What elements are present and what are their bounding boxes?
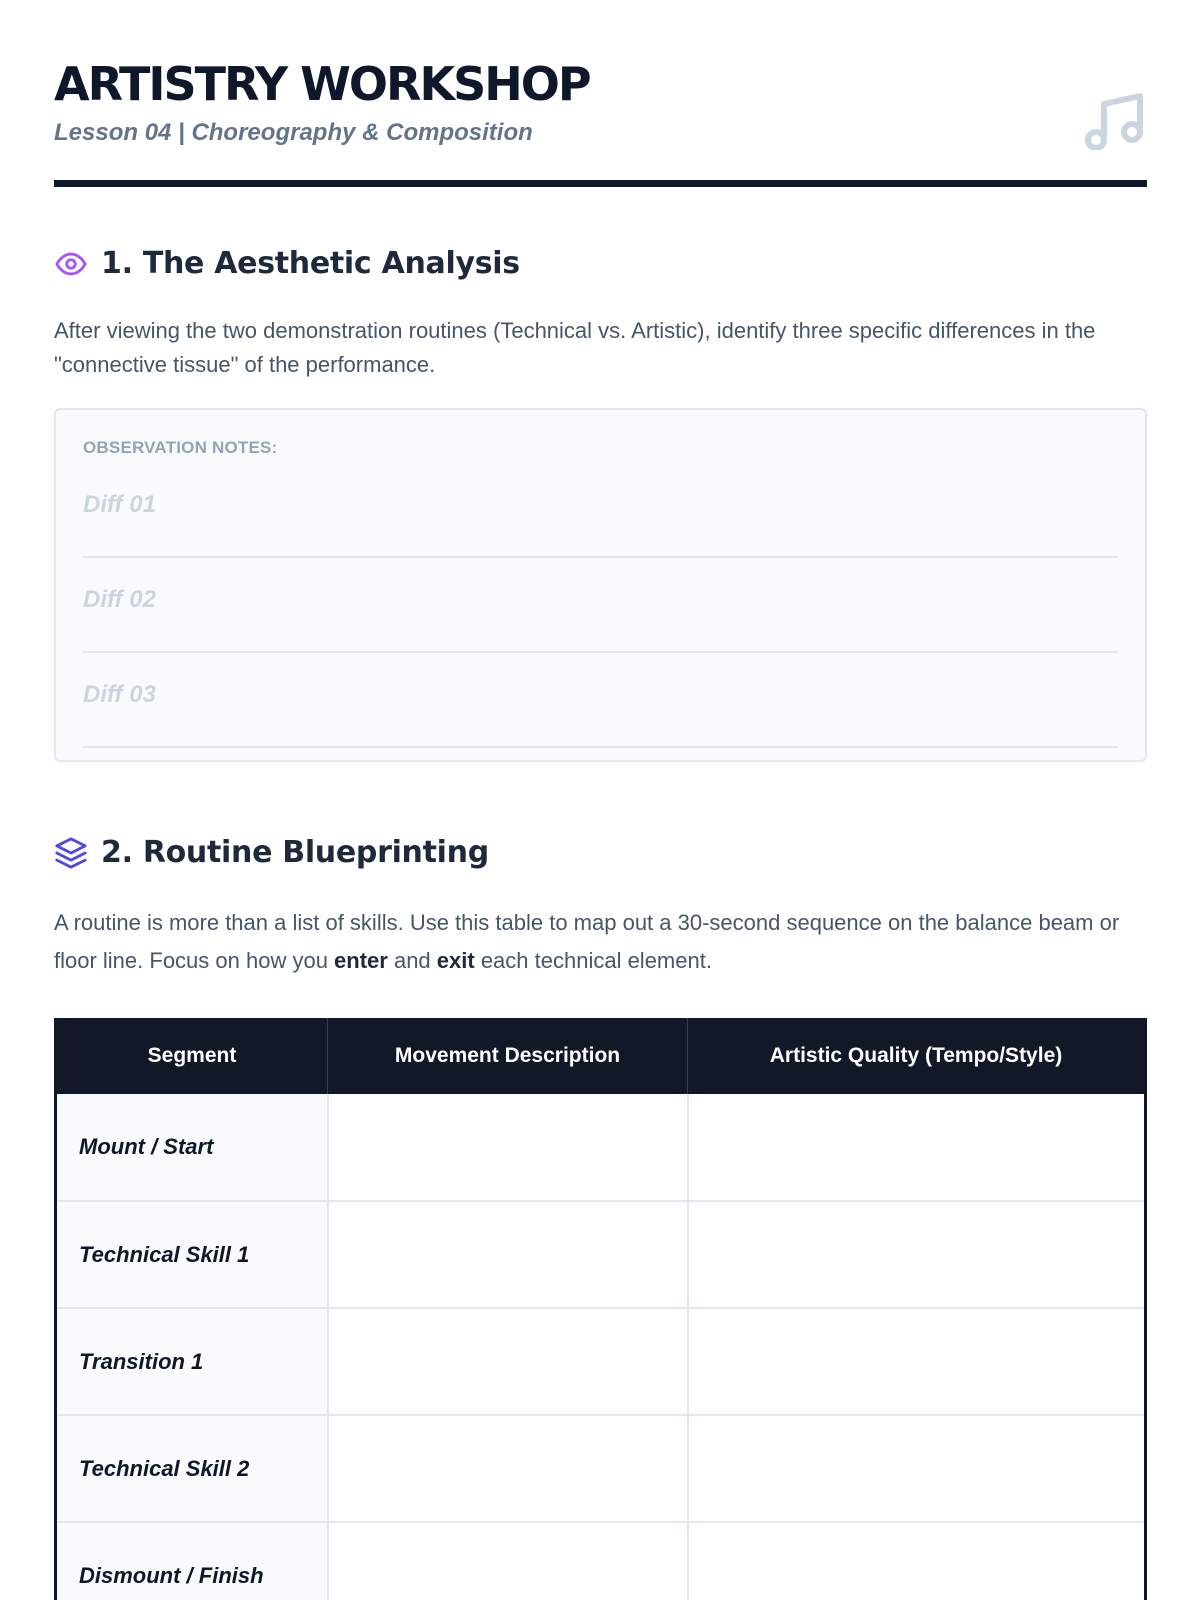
table-row [56,1415,1146,1522]
description-text: and [387,948,437,973]
page-title: ARTISTRY WORKSHOP [54,57,590,111]
movement-cell[interactable] [328,1201,688,1308]
movement-cell[interactable] [328,1415,688,1522]
note-line-2[interactable] [83,558,1118,653]
description-text: each technical element. [474,948,712,973]
section-2-title: 2. Routine Blueprinting [101,835,489,870]
eye-icon [54,247,88,281]
section-2-description [54,904,1147,980]
notes-label: OBSERVATION NOTES: [83,438,278,457]
segment-label: Mount / Start [56,1094,328,1201]
music-note-icon [1085,92,1145,150]
description-emphasis: exit [436,948,475,973]
layers-icon [54,836,88,870]
observation-notes-box [54,408,1147,762]
description-text: A routine is more than a list of skills. Use this table to map out a 30-second sequence on the balance beam or floor line. Focus on how you [54,910,1120,973]
note-placeholder: Diff 01 [83,491,156,518]
movement-cell[interactable] [328,1094,688,1201]
column-header-segment: Segment [56,1018,328,1094]
table-row [56,1201,1146,1308]
section-1-title: 1. The Aesthetic Analysis [101,246,520,281]
routine-blueprint-table [54,1018,1147,1600]
artistic-quality-cell[interactable] [688,1201,1146,1308]
segment-label: Transition 1 [56,1308,328,1415]
note-line-3[interactable] [83,653,1118,748]
header-divider [54,180,1147,187]
table-row [56,1522,1146,1600]
artistic-quality-cell[interactable] [688,1094,1146,1201]
artistic-quality-cell[interactable] [688,1415,1146,1522]
segment-label: Technical Skill 1 [56,1201,328,1308]
table-row [56,1308,1146,1415]
note-placeholder: Diff 02 [83,586,156,613]
page-header [54,0,1147,188]
segment-label: Technical Skill 2 [56,1415,328,1522]
movement-cell[interactable] [328,1522,688,1600]
table-row [56,1094,1146,1201]
segment-label: Dismount / Finish [56,1522,328,1600]
table-header-row [56,1018,1146,1094]
note-line-1[interactable] [83,463,1118,558]
lesson-subtitle: Lesson 04 | Choreography & Composition [54,119,533,146]
description-emphasis: enter [334,948,388,973]
movement-cell[interactable] [328,1308,688,1415]
section-1-description: After viewing the two demonstration routines (Technical vs. Artistic), identify three specific differences in the "connective tissue" of the performance. [54,318,1096,377]
worksheet-page [54,0,1147,1588]
artistic-quality-cell[interactable] [688,1522,1146,1600]
column-header-movement: Movement Description [328,1018,688,1094]
section-2-heading [54,833,489,873]
column-header-artistic-quality: Artistic Quality (Tempo/Style) [688,1018,1146,1094]
section-1-heading [54,244,520,284]
note-placeholder: Diff 03 [83,681,156,708]
artistic-quality-cell[interactable] [688,1308,1146,1415]
